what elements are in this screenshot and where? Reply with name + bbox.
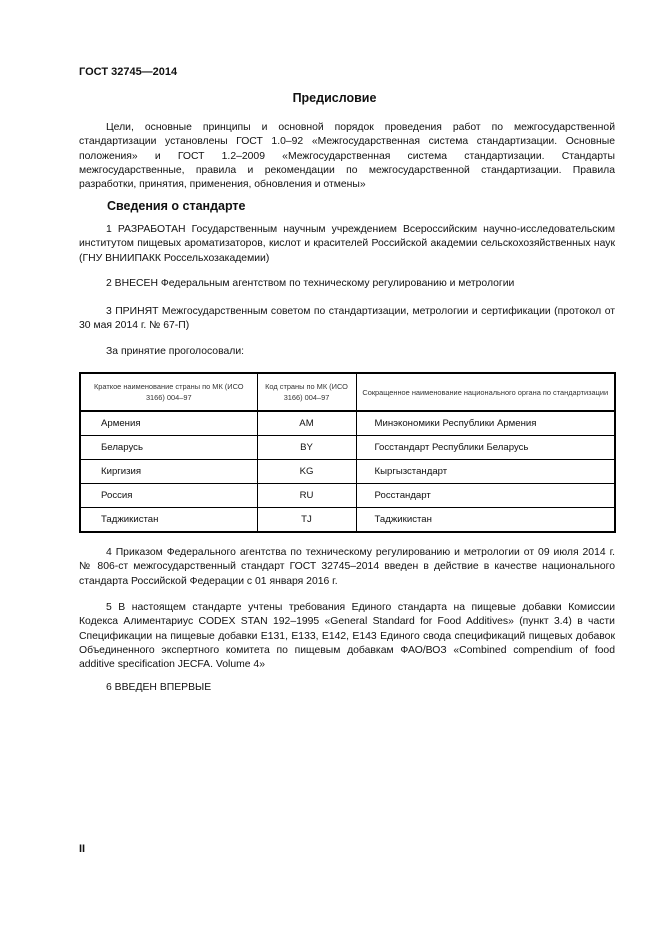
standards-body: Минэкономики Республики Армения — [356, 411, 615, 436]
column-header-body: Сокращенное наименование национального органа по стандартизации — [356, 373, 615, 411]
foreword-title: Предисловие — [292, 91, 377, 105]
table-row — [80, 436, 615, 460]
info-item-4-text: 4 Приказом Федерального агентства по техническому регулированию и метрологии от 09 июля 2014 г. № 806-ст межгосударственный стандарт ГОСТ 32745–2014 введен в действие в качестве национального стандарта Российской Федерации с 01 января 2016 г. — [79, 547, 615, 587]
foreword-text: Цели, основные принципы и основной порядок проведения работ по межгосударственной стандартизации установлены ГОСТ 1.0–92 «Межгосударственная система стандартизации. Основные положения» и ГОСТ 1.2–2009 «Межгосударственная система стандартизации. Стандарты межгосударственные, правила и рекомендации по межгосударственной стандартизации. Правила разработки, принятия, применения, обновления и отмены» — [79, 122, 615, 191]
table-header-row — [80, 373, 615, 411]
standards-body: Госстандарт Республики Беларусь — [356, 436, 615, 460]
voted-label-text: За принятие проголосовали: — [106, 346, 245, 357]
info-item-5-text: 5 В настоящем стандарте учтены требования Единого стандарта на пищевые добавки Комиссии Кодекса Алиментариус CODEX STAN 192–1995 «General Standard for Food Additives» (пункт 3.4) в части Спецификации на пищевые добавки Е131, Е133, Е142, Е143 Единого свода спецификаций пищевых добавок Объединенного экспертного комитета по пищевым добавкам ФАО/ВОЗ «Combined compendium of food additive specification JECFA. Volume 4» — [79, 602, 615, 671]
country-name: Таджикистан — [80, 508, 257, 533]
page-number: II — [79, 843, 86, 855]
info-item-3-text: 3 ПРИНЯТ Межгосударственным советом по стандартизации, метрологии и сертификации (протокол от 30 мая 2014 г. № 67-П) — [79, 306, 615, 332]
standard-info-title: Сведения о стандарте — [107, 199, 246, 213]
info-item-1 — [79, 223, 615, 266]
voting-countries-table — [79, 372, 616, 533]
info-item-4 — [79, 546, 615, 589]
standards-body: Таджикистан — [356, 508, 615, 533]
country-name: Россия — [80, 484, 257, 508]
table-row — [80, 460, 615, 484]
document-header-id: ГОСТ 32745—2014 — [79, 66, 178, 78]
foreword-paragraph — [79, 121, 615, 192]
country-name: Армения — [80, 411, 257, 436]
info-item-5 — [79, 601, 615, 672]
country-code: RU — [257, 484, 356, 508]
column-header-code: Код страны по МК (ИСО 3166) 004–97 — [257, 373, 356, 411]
table-row — [80, 484, 615, 508]
standards-body: Кыргызстандарт — [356, 460, 615, 484]
column-header-country: Краткое наименование страны по МК (ИСО 3166) 004–97 — [80, 373, 257, 411]
country-code: TJ — [257, 508, 356, 533]
table-row — [80, 508, 615, 533]
info-item-3 — [79, 305, 615, 334]
info-item-6-text: 6 ВВЕДЕН ВПЕРВЫЕ — [106, 682, 212, 693]
info-item-6 — [79, 681, 615, 695]
info-item-2 — [79, 277, 615, 291]
info-item-1-text: 1 РАЗРАБОТАН Государственным научным учреждением Всероссийским научно-исследовательским институтом пищевых ароматизаторов, кислот и красителей Российской академии сельскохозяйственных наук (ГНУ ВНИИПАКК Россельхозакадемии) — [79, 224, 615, 264]
country-name: Киргизия — [80, 460, 257, 484]
table-row — [80, 411, 615, 436]
standards-body: Росстандарт — [356, 484, 615, 508]
country-code: BY — [257, 436, 356, 460]
info-item-2-text: 2 ВНЕСЕН Федеральным агентством по техническому регулированию и метрологии — [106, 278, 515, 289]
country-code: KG — [257, 460, 356, 484]
country-name: Беларусь — [80, 436, 257, 460]
voted-label — [79, 345, 615, 359]
country-code: AM — [257, 411, 356, 436]
